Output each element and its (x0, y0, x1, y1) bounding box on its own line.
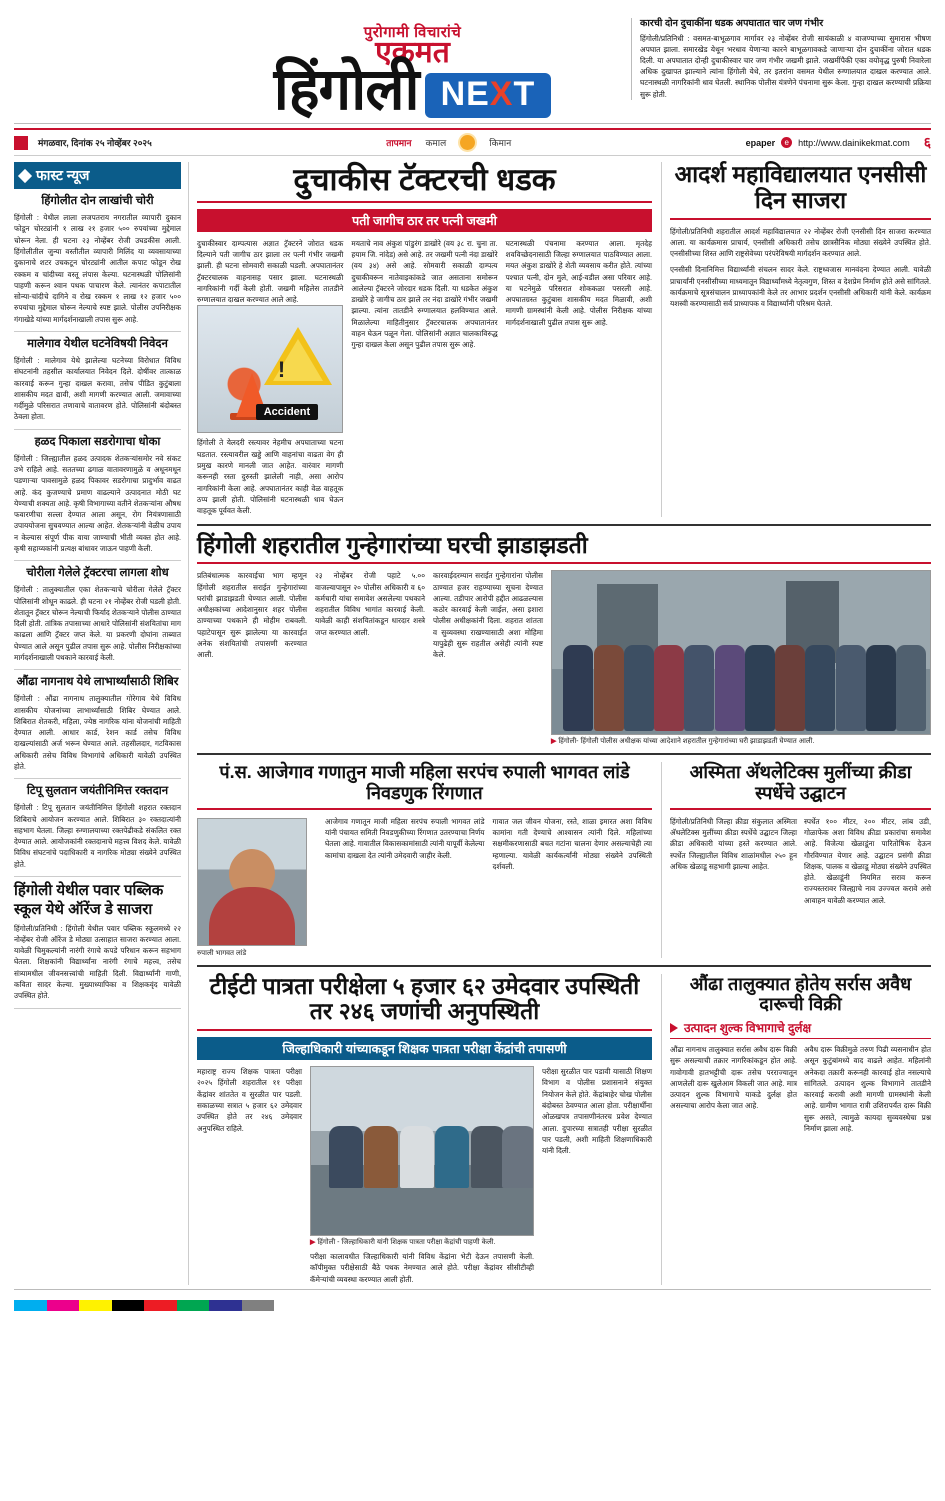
swatch-yellow (79, 1300, 112, 1311)
list-item[interactable] (14, 561, 181, 670)
person (684, 645, 714, 731)
person (594, 645, 624, 731)
person (896, 645, 926, 731)
divider (197, 753, 931, 755)
caption-text: हिंगोली - जिल्हाधिकारी यांनी शिक्षक पात्रता परीक्षा केंद्रांची पाहणी केली. (317, 1239, 496, 1247)
raid-body (197, 570, 931, 746)
athletics-article[interactable] (661, 762, 931, 957)
caption-dateline: ▶ (310, 1239, 318, 1247)
divider (197, 965, 931, 967)
sarpanch-col-2: गावात जल जीवन योजना, रस्ते, शाळा इमारत अशा विविध कामांना गती देण्याचे आश्वासन त्यांनी दिले. महिलांच्या सक्षमीकरणासाठी बचत गटांना चालना देणार असल्याचेही त्या म्हणाल्या. यावेळी कार्यकर्त्यांनी मोठ्या संख्येने उपस्थिती दर्शवली. (492, 816, 652, 871)
main-column (197, 162, 931, 1285)
lead-text-1b: हिंगोली ते येलदरी रस्त्यावर नेहमीच अपघाताच्या घटना घडतात. रस्त्यावरील खड्डे आणि वाहनांचा वाढता वेग ही प्रमुख कारणे मानली जात आहेत. वारंवार मागणी करूनही रस्ता दुरुस्ती झालेली नाही, असा आरोप नागरिकांनी केला आहे. अपघातानंतर काही वेळ वाहतूक ठप्प झाली होती. पोलिसांनी घटनास्थळी धाव घेऊन वाहतूक पूर्ववत केली. (197, 438, 344, 516)
lead-col-3 (506, 238, 652, 517)
list-item[interactable] (14, 779, 181, 877)
triangle-icon (670, 1023, 678, 1033)
person (775, 645, 805, 731)
police-group-photo (551, 570, 931, 735)
fast-news-column (14, 162, 189, 1285)
lead-headline: दुचाकीस टॅक्टरची धडक (293, 162, 556, 198)
sidebar-headline: मालेगाव येथील घटनेविषयी निवेदन (27, 338, 168, 350)
list-item[interactable] (14, 430, 181, 562)
accident-label: Accident (256, 404, 318, 420)
next-label-t: T (513, 75, 536, 114)
sidebar-body: हिंगोली/प्रतिनिधी : हिंगोली येथील पवार पब्लिक स्कूलमध्ये २२ नोव्हेंबर रोजी ऑरेंज डे मोठ्या उत्साहात साजरा करण्यात आला. यावेळी चिमुकल्यांनी नारंगी रंगाचे कपडे परिधान करून सहभाग घेतला. शिक्षकांनी विद्यार्थ्यांना नारंगी रंगाचे महत्त्व, तसेच संत्र्यामधील जीवनसत्त्वांची माहिती दिली. विद्यार्थ्यांनी गाणी, कविता सादर केल्या. मुख्याध्यापिका व शिक्षकवृंद यावेळी उपस्थित होते. (14, 923, 181, 1001)
sidebar-headline: औंढा नागनाथ येथे लाभार्थ्यांसाठी शिबिर (16, 676, 179, 689)
website-url[interactable]: http://www.dainikekmat.com (798, 137, 910, 148)
sidebar-headline: हिंगोलीत दोन लाखांची चोरी (41, 195, 154, 208)
athletics-col-1: हिंगोली/प्रतिनिधी जिल्हा क्रीडा संकुलात अस्मिता अ‍ॅथलेटिक्स मुलींच्या क्रीडा स्पर्धेचे उद्घाटन जिल्हा क्रीडा अधिकारी यांच्या हस्ते करण्यात आले. स्पर्धेत जिल्ह्यातील विविध शाळांमधील २५० हून अधिक खेळाडू सहभागी झाल्या आहेत. (670, 816, 797, 871)
student (400, 1126, 434, 1188)
publication-date: मंगळवार, दिनांक २५ नोव्हेंबर २०२५ (38, 138, 152, 149)
top-block (197, 162, 931, 516)
sarpanch-photo-wrap (197, 816, 317, 958)
athletics-headline: अस्मिता अ‍ॅथलेटिक्स मुलींच्या क्रीडा स्पर्धेचे उद्घाटन (689, 762, 912, 803)
caption-dateline: ▶ (551, 738, 559, 746)
person (805, 645, 835, 731)
sidebar-body: हिंगोली : टिपू सुलतान जयंतीनिमित्त हिंगोली शहरात रक्तदान शिबिराचे आयोजन करण्यात आले. शिबिरात ३० रक्तदात्यांनी सहभाग घेतला. जिल्हा रुग्णालयाच्या रक्तपेढीकडे संकलित रक्त देण्यात आले. आयोजकांनी रक्तदानाचे महत्त्व विशद केले. यावेळी विविध संघटनांचे पदाधिकारी व नागरिक मोठ्या संख्येने उपस्थित होते. (14, 803, 181, 869)
student (435, 1126, 469, 1188)
masthead-title: हिंगोली (273, 57, 419, 122)
student (329, 1126, 363, 1188)
lead-text-3: घटनास्थळी पंचनामा करण्यात आला. मृतदेह शवविच्छेदनासाठी जिल्हा रुग्णालयात पाठविण्यात आला. मयत अंकुश डाखोरे हे शेती व्यवसाय करीत होते. त्यांच्या पश्चात पत्नी, दोन मुले, आई-वडील असा परिवार आहे. या घटनेमुळे परिसरात शोककळा पसरली आहे. अपघातग्रस्त कुटुंबास शासकीय मदत मिळावी, अशी मागणी ग्रामस्थांनी केली आहे. पोलीस निरीक्षक यांच्या मार्गदर्शनाखाली पुढील तपास सुरू आहे. (505, 238, 652, 327)
tet-article[interactable] (197, 974, 652, 1285)
tet-headline: टीईटी पात्रता परीक्षेला ५ हजार ६२ उमेदवार उपस्थिती तर २४६ जणांची अनुपस्थिती (209, 972, 640, 1025)
sidebar-headline: हळद पिकाला सडरोगाचा धोका (34, 435, 161, 448)
lead-text-2: मयताचे नाव अंकुश पांडुरंग डाखोरे (वय ३८ रा. चुना ता. हयाम जि. नांदेड) असे आहे. तर जखमी पत्नी नंदा डाखोरे (वय ३४) असे आहे. सोमवारी सकाळी दाम्पत्य दुचाकीवरून नातेवाइकांकडे जात असताना समोरून आलेल्या ट्रॅक्टरने जोरदार धडक दिली. या धडकेत अंकुश डाखोरे हे जागीच ठार झाले तर नंदा डाखोरे गंभीर जखमी झाल्या. त्यांना तातडीने रुग्णालयात हलविण्यात आले. मिळालेल्या माहितीनुसार ट्रॅक्टरचालक अपघातानंतर वाहन घेऊन पळून गेला. पोलिसांनी अज्ञात चालकाविरुद्ध गुन्हा दाखल केला असून पुढील तपास सुरू आहे. (351, 238, 498, 350)
lead-subheadline: पती जागीच ठार तर पत्नी जखमी (197, 209, 652, 232)
student (364, 1126, 398, 1188)
ncc-text-2: एनसीसी दिनानिमित्त विद्यार्थ्यांनी संचलन सादर केले. राष्ट्रध्वजास मानवंदना देण्यात आली. यावेळी प्राचार्यांनी एनसीसीच्या माध्यमातून विद्यार्थ्यांमध्ये नेतृत्वगुण, शिस्त व देशप्रेम निर्माण होते असे सांगितले. कार्यक्रमाचे सूत्रसंचालन प्राध्यापकांनी केले तर आभार प्रदर्शन एनसीसी अधिकारी यांनी केले. कार्यक्रम यशस्वी करण्यासाठी सर्व प्राध्यापक व विद्यार्थ्यांनी परिश्रम घेतले. (670, 265, 931, 309)
raid-article[interactable] (197, 533, 931, 747)
caption-text: हिंगोली- हिंगोली पोलीस अधीक्षक यांच्या आदेशाने शहरातील गुन्हेगारांच्या घरी झाडाझडती घेण्यात आली. (558, 738, 815, 746)
athletics-body (670, 816, 931, 906)
person (654, 645, 684, 731)
fast-news-title: फास्ट न्यूज (36, 167, 90, 184)
list-item[interactable] (14, 332, 181, 430)
lead-col-2 (351, 238, 497, 517)
swatch-blue (209, 1300, 242, 1311)
temp-min-label: किमान (489, 138, 512, 149)
divider (197, 201, 652, 203)
student (502, 1126, 534, 1188)
raid-col-1: प्रतिबंधात्मक कारवाईचा भाग म्हणून हिंगोली शहरातील सराईत गुन्हेगारांच्या घरांची झाडाझडती घेण्यात आली. पोलीस अधीक्षकांच्या आदेशानुसार शहर पोलीस ठाण्याच्या पथकाने ही मोहीम राबवली. पहाटेपासून सुरू झालेल्या या कारवाईत अनेक संशयितांची तपासणी करण्यात आली. (197, 571, 307, 660)
sarpanch-headline: पं.स. आजेगाव गणातुन माजी महिला सरपंच रुपाली भागवत लांडे निवडणुक रिंगणात (219, 762, 630, 803)
liquor-headline: औंढा तालुक्यात होतेय सर्रास अवैध दारूची विक्री (689, 973, 912, 1015)
liquor-subheadline: उत्पादन शुल्क विभागाचे दुर्लक्ष (684, 1021, 812, 1035)
person (624, 645, 654, 731)
athletics-col-2: स्पर्धेत १०० मीटर, २०० मीटर, लांब उडी, गोळाफेक अशा विविध क्रीडा प्रकारांचा समावेश आहे. विजेत्या खेळाडूंना पारितोषिक देऊन गौरविण्यात येणार आहे. उद्घाटन प्रसंगी क्रीडा शिक्षक, पालक व खेळाडू मोठ्या संख्येने उपस्थित होते. खेळाडूंनी नियमित सराव करून राज्यस्तरावर जिल्ह्याचे नाव उज्ज्वल करावे असे आवाहन यावेळी करण्यात आले. (804, 816, 931, 905)
divider (197, 1029, 652, 1031)
tet-photo-caption (310, 1238, 534, 1247)
sidebar-body: हिंगोली : औंढा नागनाथ तालुक्यातील गोरेगाव येथे विविध शासकीय योजनांच्या लाभार्थ्यांसाठी शिबिर घेण्यात आले. शिबिरात शेतकरी, महिला, ज्येष्ठ नागरिक यांना योजनांची माहिती देण्यात आली. आधार कार्ड, रेशन कार्ड तसेच विविध दाखल्यांसाठी अर्ज भरून घेण्यात आले. तहसीलदार, गटविकास अधिकारी तसेच विविध विभागांचे अधिकारी यावेळी उपस्थित होते. (14, 694, 181, 772)
brief-headline: कारची दोन दुचाकींना धडक अपघातात चार जण गंभीर (640, 18, 824, 29)
liquor-subheadline-bar (670, 1019, 931, 1039)
date-bar (14, 128, 931, 156)
exam-hall-photo (310, 1066, 534, 1236)
sidebar-headline: चोरीला गेलेले ट्रॅक्टरचा लागला शोध (26, 567, 169, 580)
diamond-icon (18, 169, 32, 183)
divider (197, 562, 931, 564)
raid-col-2: २३ नोव्हेंबर रोजी पहाटे ५.०० वाजल्यापासून २० पोलीस अधिकारी व ६० कर्मचारी यांचा समावेश असलेल्या पथकाने शहरातील विविध भागांत कारवाई केली. यावेळी काही संशयितांकडून धारदार शस्त्रे जप्त करण्यात आली. (315, 571, 425, 637)
ncc-text-1: हिंगोली/प्रतिनिधी शहरातील आदर्श महाविद्यालयात २२ नोव्हेंबर रोजी एनसीसी दिन साजरा करण्यात आला. या कार्यक्रमास प्राचार्य, एनसीसी अधिकारी तसेच छात्रसैनिक मोठ्या संख्येने उपस्थित होते. एनसीसीच्या शिस्त आणि राष्ट्रसेवेच्या परंपरेविषयी मार्गदर्शन करण्यात आले. (670, 226, 931, 259)
sarpanch-body (197, 816, 652, 958)
temperature-label: तापमान (386, 138, 412, 149)
swatch-cyan (14, 1300, 47, 1311)
sidebar-body: हिंगोली : येथील लाला लजपतराय नगरातील व्यापारी दुकान फोडून चोरट्यांनी १ लाख २१ हजार ५०० रुपयांच्या मुद्देमाल चोरून नेला. ही घटना २३ नोव्हेंबर रोजी उघडकीस आली. हिंगोलीतील जुन्या वस्तीतील व्यापारी मिलिंद या व्यवसायाच्या दुकानाचे शटर उचकटून चोरट्यांनी आतील कपाट फोडून रोख रक्कम व चांदीच्या वस्तू लंपास केल्या. घटनास्थळी पोलिसांनी पाहणी करून श्वान पथक पाचारण केले. त्यानंतर कपाटातील सोन्या-चांदीचे दागिने व रोख रक्कम १ लाख १२ हजार ५०० रुपयांचा मुद्देमाल चोरून नेल्याचे स्पष्ट झाले. पोलीस उपनिरीक्षक गंगाखेडे यांच्या मार्गदर्शनाखाली तपास सुरू आहे. (14, 213, 181, 324)
bottom-block (197, 974, 931, 1285)
masthead-center (194, 18, 631, 122)
tet-subheadline: जिल्हाधिकारी यांच्याकडून शिक्षक पात्रता परीक्षा केंद्रांची तपासणी (197, 1037, 652, 1060)
person (563, 645, 593, 731)
ncc-headline: आदर्श महाविद्यालयात एनसीसी दिन साजरा (674, 161, 927, 213)
sidebar-body: हिंगोली : जिल्ह्यातील हळद उत्पादक शेतकऱ्यांसमोर नवे संकट उभे राहिले आहे. सततच्या ढगाळ वातावरणामुळे व अधूनमधून पडणाऱ्या पावसामुळे हळद पिकावर सडरोगाचा प्रादुर्भाव वाढत आहे. कंद कुजण्याचे प्रमाण वाढल्याने उत्पादनात मोठी घट येण्याची शक्यता आहे. कृषी विभागाच्या वतीने शेतकऱ्यांना औषध फवारणीचा सल्ला देण्यात आला असून, रोग नियंत्रणासाठी उपाययोजना सुचवण्यात आल्या आहेत. शेतकऱ्यांनी वेळीच उपाय न केल्यास संपूर्ण पीक वाया जाण्याची भीती व्यक्त होत आहे. कृषी सहाय्यकांनी प्रत्यक्ष बांधावर जाऊन पाहणी केली. (14, 453, 181, 554)
red-square-marker (14, 136, 28, 150)
swatch-magenta (47, 1300, 80, 1311)
swatch-red (144, 1300, 177, 1311)
liquor-article[interactable] (661, 974, 931, 1285)
raid-headline: हिंगोली शहरातील गुन्हेगारांच्या घरची झाडाझडती (197, 531, 588, 558)
next-label-x: X (489, 75, 514, 114)
fast-news-header (14, 162, 181, 189)
candidate-portrait (197, 818, 307, 946)
sun-icon (460, 135, 475, 150)
raid-col-3: कारवाईदरम्यान सराईत गुन्हेगारांना पोलीस ठाण्यात हजर राहण्याच्या सूचना देण्यात आल्या. तडीपार आरोपी हद्दीत आढळल्यास कठोर कारवाई केली जाईल, असा इशारा पोलीस अधीक्षकांनी दिला. शहरात शांतता व सुव्यवस्था राखण्यासाठी अशा मोहिमा यापुढेही सुरू राहतील असेही त्यांनी स्पष्ट केले. (433, 571, 543, 660)
weather-strip (152, 135, 746, 150)
portrait-body (209, 887, 295, 945)
raid-photo-caption (551, 737, 931, 746)
sarpanch-col-1: आजेगाव गणातून माजी महिला सरपंच रुपाली भागवत लांडे यांनी पंचायत समिती निवडणुकीच्या रिंगणात उतरण्याचा निर्णय घेतला आहे. गावातील विकासकामांसाठी त्यांनी यापूर्वी केलेल्या कामांचा दाखला देत त्यांनी उमेदवारी जाहीर केली. (325, 816, 485, 860)
sidebar-body: हिंगोली : मालेगाव येथे झालेल्या घटनेच्या विरोधात विविध संघटनांनी तहसील कार्यालयात निवेदन दिले. दोषींवर तात्काळ कारवाई करून गुन्हा दाखल करावा, तसेच पीडित कुटुंबाला शासकीय मदत द्यावी, अशी मागणी करण्यात आली. जमावाच्या गर्दीमुळे परिसरात तणावाचे वातावरण होते. पोलिसांनी बंदोबस्त ठेवला होता. (14, 355, 181, 422)
masthead-brand-sub: एकमत (375, 36, 450, 69)
ncc-article[interactable] (661, 162, 931, 516)
temp-max-label: कमाल (425, 138, 447, 149)
epaper-label: epaper (745, 137, 776, 148)
sarpanch-article[interactable] (197, 762, 652, 957)
portrait-caption: रुपाली भागवत लांडे (197, 949, 247, 957)
masthead-tagline: पुरोगामी विचारांचे (363, 24, 462, 41)
lead-columns (197, 238, 652, 517)
tet-photo-wrap (310, 1066, 534, 1285)
swatch-black (112, 1300, 145, 1311)
color-registration-bar (14, 1300, 274, 1311)
page-number: ६ (923, 134, 931, 151)
person (715, 645, 745, 731)
divider (670, 808, 931, 810)
person (745, 645, 775, 731)
person (866, 645, 896, 731)
exclamation-icon: ! (277, 356, 286, 382)
swatch-green (177, 1300, 210, 1311)
tet-col-3: परीक्षा सुरळीत पार पडावी यासाठी शिक्षण विभाग व पोलीस प्रशासनाने संयुक्त नियोजन केले होते. केंद्रांबाहेर चोख पोलीस बंदोबस्त ठेवण्यात आला होता. परीक्षार्थींना ओळखपत्र तपासणीनंतरच प्रवेश देण्यात आला. दुपारच्या सत्रातही परीक्षा सुरळीत पार पडली, अशी माहिती शिक्षणाधिकारी यांनी दिली. (542, 1067, 652, 1156)
raid-photo-wrap (551, 570, 931, 746)
tet-col-1: महाराष्ट्र राज्य शिक्षक पात्रता परीक्षा २०२५ हिंगोली शहरातील ११ परीक्षा केंद्रांवर शांततेत व सुरळीत पार पडली. सकाळच्या सत्रात ५ हजार ६२ उमेदवार उपस्थित होते तर २४६ उमेदवार अनुपस्थित राहिले. (197, 1067, 302, 1133)
middle-block (197, 762, 931, 957)
masthead (14, 18, 931, 124)
tet-col-2: परीक्षा कालावधीत जिल्हाधिकारी यांनी विविध केंद्रांना भेटी देऊन तपासणी केली. कॉपीमुक्त परीक्षेसाठी बैठे पथक नेमण्यात आले होते. परीक्षा केंद्रांवर सीसीटीव्ही कॅमेऱ्यांची व्यवस्था करण्यात आली होती. (310, 1252, 534, 1284)
liquor-col-1: औंढा नागनाथ तालुक्यात सर्रास अवैध दारू विक्री सुरू असल्याची तक्रार नागरिकांकडून होत आहे. गावोगावी हातभट्टीची दारू तसेच परराज्यातून आणलेली दारू खुलेआम विकली जात आहे. मात्र उत्पादन शुल्क विभागाचे याकडे दुर्लक्ष होत असल्याचा आरोप केला जात आहे. (670, 1045, 797, 1111)
divider (197, 524, 931, 526)
list-item[interactable] (14, 877, 181, 1009)
lead-article[interactable] (197, 162, 652, 516)
next-label-ne: NE (440, 75, 490, 114)
tet-body (197, 1066, 652, 1285)
list-item[interactable] (14, 189, 181, 332)
epaper-link-group[interactable] (746, 133, 931, 152)
accident-photo (197, 305, 343, 433)
masthead-brief (631, 18, 931, 100)
sidebar-headline: हिंगोली येथील पवार पब्लिक स्कूल येथे ऑरेंज डे साजरा (14, 882, 164, 918)
liquor-col-2: अवैध दारू विक्रीमुळे तरुण पिढी व्यसनाधीन होत असून कुटुंबांमध्ये वाद वाढले आहेत. महिलांनी अनेकदा तक्रारी करूनही कारवाई होत नसल्याचे सांगितले. उत्पादन शुल्क विभागाने तातडीने कारवाई करावी अशी मागणी ग्रामस्थांनी केली आहे. ग्रामीण भागात रात्री उशिरापर्यंत दारू विक्री सुरू असते, त्यामुळे कायदा सुव्यवस्थेचा प्रश्न निर्माण झाला आहे. (804, 1045, 931, 1134)
sidebar-headline: टिपू सुलतान जयंतीनिमित्त रक्तदान (26, 785, 169, 798)
brief-body: हिंगोली/प्रतिनिधी : वसमत-बाभूळगाव मार्गावर २३ नोव्हेंबर रोजी सायंकाळी ४ वाजण्याच्या सुमारास भीषण अपघात झाला. समारखेड येथून भरधाव येणार्‍या कारने बाभूळगावकडे जाणाऱ्या दोन दुचाकींना जोरात धडक दिली. या अपघातात दोन्ही दुचाकीस्वार चार जण गंभीर जखमी झाले. जखमींपैकी एका वयोवृद्ध पुरुषी निवारेला अधिक दुखापत झाल्याने त्यांना हिंगोली येथे, तर इतरांना वसमत येथील रुग्णालयात दाखल करण्यात आले. घटनास्थळी नागरिकांनी धाव घेतली. स्थानिक पोलीस यंत्रणेने पंचनामा सुरू केला. गुन्हा दाखल करण्याची प्रक्रिया सुरू होती. (640, 33, 931, 99)
page-content (14, 162, 931, 1285)
liquor-body (670, 1044, 931, 1134)
divider (197, 808, 652, 810)
list-item[interactable] (14, 670, 181, 779)
person (836, 645, 866, 731)
sidebar-body: हिंगोली : तालुक्यातील एका शेतकऱ्याचे चोरीला गेलेले ट्रॅक्टर पोलिसांनी शोधून काढले. ही घटना २१ नोव्हेंबर रोजी घडली होती. शेतातून ट्रॅक्टर चोरून नेल्याची फिर्याद शेतकऱ्याने पोलीस ठाण्यात दिली होती. तांत्रिक तपासाच्या आधारे पोलिसांनी संशयितांचा माग काढला आणि ट्रॅक्टर जप्त केले. या प्रकरणी दोघांना ताब्यात घेण्यात आले असून पुढील तपास सुरू आहे. पोलीस निरीक्षकांच्या मार्गदर्शनाखाली पथकाने कारवाई केली. (14, 585, 181, 663)
divider (670, 218, 931, 220)
lead-text-1: दुचाकीस्वार दाम्पत्यास अज्ञात ट्रॅक्टरने जोरात धडक दिल्याने पती जागीच ठार झाला तर पत्नी गंभीर जखमी झाली. ही घटना सोमवारी सकाळी घडली. अपघातानंतर ट्रॅक्टरचालक वाहनासह पसार झाला. घटनास्थळी नागरिकांनी गर्दी केली होती. जखमी महिलेस तातडीने रुग्णालयात दाखल करण्यात आले आहे. (197, 238, 344, 305)
lead-col-1 (197, 238, 343, 517)
globe-icon: e (781, 137, 792, 148)
swatch-gray (242, 1300, 275, 1311)
footer-divider (14, 1289, 931, 1290)
student (471, 1126, 505, 1188)
masthead-next-logo (425, 73, 552, 118)
